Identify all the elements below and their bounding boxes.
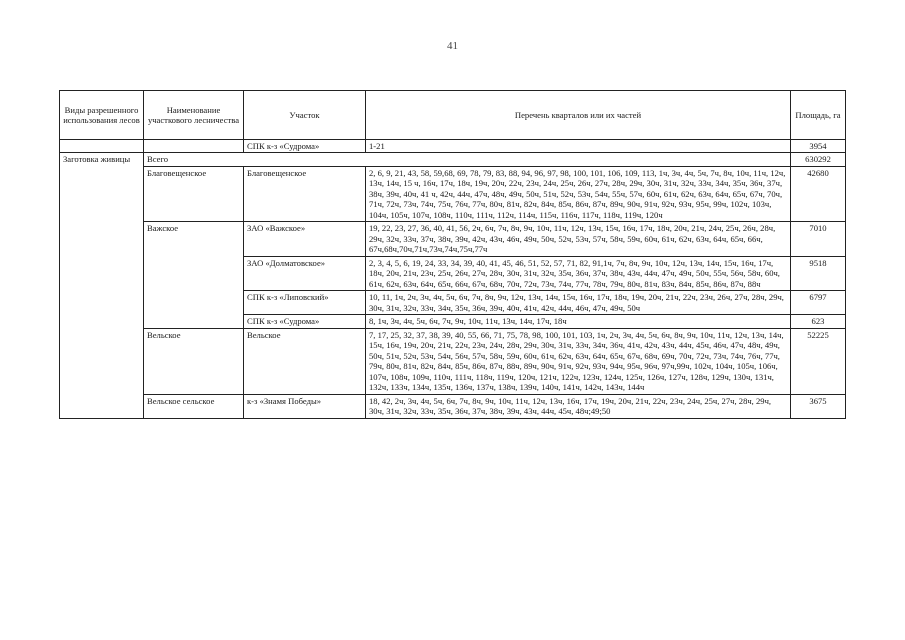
cell-forestry: Вельское сельское <box>144 394 244 418</box>
table-row <box>60 222 846 256</box>
cell-section: Благовещенское <box>244 166 366 221</box>
cell-area: 42680 <box>791 166 846 221</box>
cell-quarters: 19, 22, 23, 27, 36, 40, 41, 56, 2ч, 6ч, 7ч, 8ч, 9ч, 10ч, 11ч, 12ч, 13ч, 15ч, 16ч, 17ч, 18ч, 20ч, 21ч, 24ч, 25ч, 26ч, 28ч, 29ч, 32ч, 33ч, 37ч, 38ч, 39ч, 42ч, 43ч, 46ч, 49ч, 50ч, 52ч, 53ч, 57ч, 58ч, 59ч, 60ч, 61ч, 62ч, 63ч, 64ч, 65ч, 66ч, 67ч,68ч,70ч,71ч,73ч,74ч,75ч,77ч <box>366 222 791 256</box>
forest-use-table <box>59 90 846 419</box>
header-use-type: Виды разрешенного использования лесов <box>60 91 144 140</box>
cell-quarters: 2, 3, 4, 5, 6, 19, 24, 33, 34, 39, 40, 41, 45, 46, 51, 52, 57, 71, 82, 91,1ч, 7ч, 8ч, 9ч, 10ч, 12ч, 13ч, 14ч, 15ч, 16ч, 17ч, 18ч, 20ч, 21ч, 23ч, 25ч, 26ч, 27ч, 28ч, 30ч, 31ч, 32ч, 35ч, 36ч, 37ч, 38ч, 43ч, 44ч, 47ч, 49ч, 50ч, 55ч, 56ч, 58ч, 60ч, 61ч, 62ч, 63ч, 64ч, 65ч, 66ч, 67ч, 68ч, 70ч, 72ч, 73ч, 74ч, 77ч, 78ч, 79ч, 80ч, 81ч, 83ч, 84ч, 85ч, 86ч, 87ч, 88ч <box>366 256 791 290</box>
cell-quarters: 10, 11, 1ч, 2ч, 3ч, 4ч, 5ч, 6ч, 7ч, 8ч, 9ч, 12ч, 13ч, 14ч, 15ч, 16ч, 17ч, 18ч, 19ч, 20ч, 21ч, 22ч, 23ч, 26ч, 27ч, 28ч, 29ч, 30ч, 31ч, 32ч, 33ч, 34ч, 35ч, 36ч, 39ч, 40ч, 41ч, 42ч, 44ч, 46ч, 47ч, 49ч, 50ч <box>366 291 791 315</box>
cell-quarters: 8, 1ч, 3ч, 4ч, 5ч, 6ч, 7ч, 9ч, 10ч, 11ч, 13ч, 14ч, 17ч, 18ч <box>366 315 791 328</box>
cell-forestry <box>144 140 244 153</box>
cell-area: 623 <box>791 315 846 328</box>
cell-total-label: Всего <box>144 153 791 166</box>
cell-area: 3675 <box>791 394 846 418</box>
table-row <box>60 328 846 394</box>
cell-quarters: 18, 42, 2ч, 3ч, 4ч, 5ч, 6ч, 7ч, 8ч, 9ч, 10ч, 11ч, 12ч, 13ч, 16ч, 17ч, 19ч, 20ч, 21ч, 22ч, 23ч, 24ч, 25ч, 27ч, 28ч, 29ч, 30ч, 31ч, 32ч, 33ч, 35ч, 36ч, 37ч, 38ч, 39ч, 43ч, 44ч, 45ч, 48ч;49;50 <box>366 394 791 418</box>
header-section: Участок <box>244 91 366 140</box>
cell-section: СПК к-з «Судрома» <box>244 140 366 153</box>
cell-area: 52225 <box>791 328 846 394</box>
cell-section: Вельское <box>244 328 366 394</box>
table-row-total <box>60 153 846 166</box>
cell-area: 6797 <box>791 291 846 315</box>
cell-total-area: 630292 <box>791 153 846 166</box>
cell-quarters: 1-21 <box>366 140 791 153</box>
header-quarters: Перечень кварталов или их частей <box>366 91 791 140</box>
cell-area: 9518 <box>791 256 846 290</box>
cell-section: СПК к-з «Липовский» <box>244 291 366 315</box>
table-row <box>60 166 846 221</box>
cell-use-type <box>60 140 144 153</box>
cell-area: 3954 <box>791 140 846 153</box>
cell-forestry: Важское <box>144 222 244 328</box>
header-area: Площадь, га <box>791 91 846 140</box>
cell-section: к-з «Знамя Победы» <box>244 394 366 418</box>
cell-area: 7010 <box>791 222 846 256</box>
table-row <box>60 140 846 153</box>
cell-forestry: Вельское <box>144 328 244 394</box>
table-row <box>60 394 846 418</box>
cell-forestry: Благовещенское <box>144 166 244 221</box>
page-number: 41 <box>447 40 458 52</box>
cell-section: ЗАО «Долматовское» <box>244 256 366 290</box>
header-forestry: Наименование участкового лесничества <box>144 91 244 140</box>
cell-section: СПК к-з «Судрома» <box>244 315 366 328</box>
cell-section: ЗАО «Важское» <box>244 222 366 256</box>
cell-quarters: 7, 17, 25, 32, 37, 38, 39, 40, 55, 66, 71, 75, 78, 98, 100, 101, 103, 1ч, 2ч, 3ч, 4ч, 5ч, 6ч, 8ч, 9ч, 10ч, 11ч, 12ч, 13ч, 14ч, 15ч, 16ч, 19ч, 20ч, 21ч, 22ч, 23ч, 24ч, 28ч, 29ч, 30ч, 31ч, 33ч, 34ч, 36ч, 41ч, 42ч, 43ч, 44ч, 45ч, 46ч, 47ч, 48ч, 49ч, 50ч, 51ч, 52ч, 53ч, 54ч, 56ч, 57ч, 58ч, 59ч, 60ч, 61ч, 62ч, 63ч, 64ч, 65ч, 67ч, 68ч, 69ч, 70ч, 72ч, 73ч, 74ч, 76ч, 77ч, 79ч, 80ч, 81ч, 82ч, 84ч, 85ч, 86ч, 87ч, 88ч, 89ч, 90ч, 91ч, 92ч, 93ч, 94ч, 95ч, 96ч, 97ч,99ч, 102ч, 104ч, 105ч, 106ч, 107ч, 108ч, 109ч, 110ч, 111ч, 118ч, 119ч, 120ч, 121ч, 122ч, 123ч, 124ч, 125ч, 126ч, 127ч, 128ч, 129ч, 130ч, 131ч, 132ч, 133ч, 134ч, 135ч, 136ч, 137ч, 138ч, 139ч, 140ч, 141ч, 142ч, 143ч, 144ч <box>366 328 791 394</box>
cell-use-type-resin: Заготовка живицы <box>60 153 144 418</box>
table-header-row <box>60 91 846 140</box>
cell-quarters: 2, 6, 9, 21, 43, 58, 59,68, 69, 78, 79, 83, 88, 94, 96, 97, 98, 100, 101, 106, 109, 113, 1ч, 3ч, 4ч, 5ч, 7ч, 8ч, 10ч, 11ч, 12ч, 13ч, 14ч, 15 ч, 16ч, 17ч, 18ч, 19ч, 20ч, 22ч, 23ч, 24ч, 25ч, 26ч, 27ч, 28ч, 29ч, 30ч, 31ч, 32ч, 33ч, 34ч, 35ч, 36ч, 37ч, 38ч, 39ч, 40ч, 41 ч, 42ч, 44ч, 47ч, 48ч, 49ч, 50ч, 51ч, 52ч, 53ч, 54ч, 55ч, 57ч, 60ч, 61ч, 62ч, 63ч, 64ч, 65ч, 67ч, 70ч, 71ч, 72ч, 73ч, 74ч, 75ч, 76ч, 77ч, 80ч, 81ч, 82ч, 84ч, 85ч, 86ч, 87ч, 89ч, 90ч, 91ч, 92ч, 93ч, 95ч, 99ч, 102ч, 103ч, 104ч, 105ч, 107ч, 108ч, 110ч, 111ч, 112ч, 114ч, 115ч, 116ч, 117ч, 118ч, 119ч, 120ч <box>366 166 791 221</box>
